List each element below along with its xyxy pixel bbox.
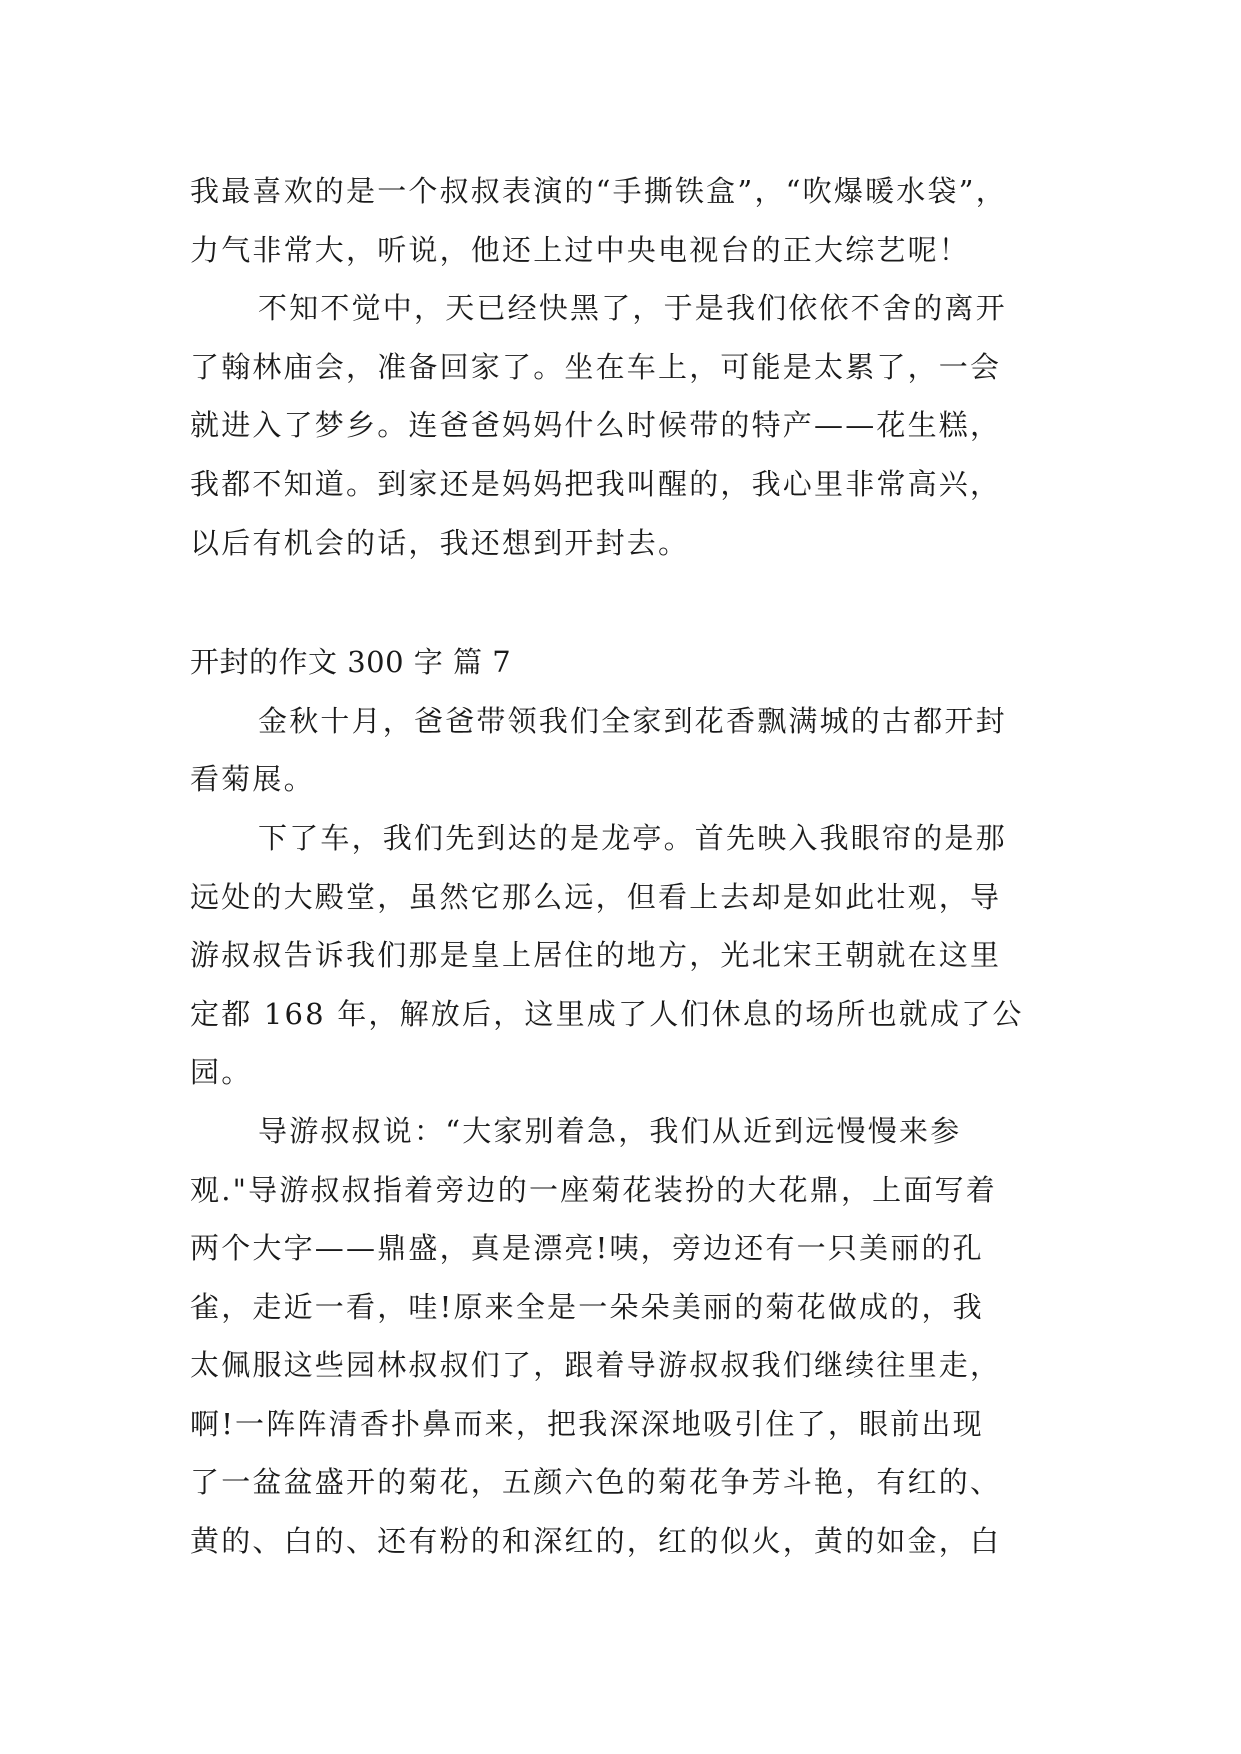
text-line: 定都 168 年，解放后，这里成了人们休息的场所也就成了公 (190, 996, 1024, 1031)
text-line: 导游叔叔说：“大家别着急，我们从近到远慢慢来参 (258, 1113, 962, 1148)
text-line: 游叔叔告诉我们那是皇上居住的地方，光北宋王朝就在这里 (190, 938, 1002, 973)
text-line: 就进入了梦乡。连爸爸妈妈什么时候带的特产——花生糕， (190, 408, 1002, 443)
text-line: 我都不知道。到家还是妈妈把我叫醒的，我心里非常高兴， (190, 466, 1002, 501)
text-line: 不知不觉中，天已经快黑了，于是我们依依不舍的离开 (258, 291, 1007, 326)
text-line: 力气非常大，听说，他还上过中央电视台的正大综艺呢！ (190, 232, 971, 267)
document-page (190, 162, 1070, 1571)
paragraph-guide-tour (190, 1102, 1070, 1571)
paragraph-chrysanthemum-show (190, 692, 1070, 809)
text-line: 了一盆盆盛开的菊花，五颜六色的菊花争芳斗艳，有红的、 (190, 1465, 1002, 1500)
text-line: 金秋十月，爸爸带领我们全家到花香飘满城的古都开封 (258, 703, 1007, 738)
section-heading: 开封的作文 300 字 篇 7 (190, 645, 512, 680)
paragraph-performance (190, 162, 1070, 279)
text-line: 远处的大殿堂，虽然它那么远，但看上去却是如此壮观，导 (190, 879, 1002, 914)
text-line: 观."导游叔叔指着旁边的一座菊花装扮的大花鼎，上面写着 (190, 1172, 997, 1207)
text-line: 以后有机会的话，我还想到开封去。 (190, 525, 690, 560)
text-line: 了翰林庙会，准备回家了。坐在车上，可能是太累了，一会 (190, 349, 1002, 384)
text-line: 黄的、白的、还有粉的和深红的，红的似火，黄的如金，白 (190, 1524, 1002, 1559)
paragraph-dragon-pavilion (190, 809, 1070, 1102)
text-line: 雀，走近一看，哇!原来全是一朵朵美丽的菊花做成的，我 (190, 1289, 984, 1324)
text-line: 太佩服这些园林叔叔们了，跟着导游叔叔我们继续往里走， (190, 1348, 1002, 1383)
text-line: 我最喜欢的是一个叔叔表演的“手撕铁盒”，“吹爆暖水袋”， (190, 174, 1007, 208)
section-gap (190, 572, 1070, 633)
paragraph-going-home (190, 279, 1070, 572)
text-line: 两个大字——鼎盛，真是漂亮!咦，旁边还有一只美丽的孔 (190, 1231, 984, 1266)
text-line: 啊!一阵阵清香扑鼻而来，把我深深地吸引住了，眼前出现 (190, 1406, 984, 1441)
text-line: 看菊展。 (190, 762, 315, 797)
text-line: 下了车，我们先到达的是龙亭。首先映入我眼帘的是那 (258, 820, 1007, 855)
text-line: 园。 (190, 1055, 253, 1090)
